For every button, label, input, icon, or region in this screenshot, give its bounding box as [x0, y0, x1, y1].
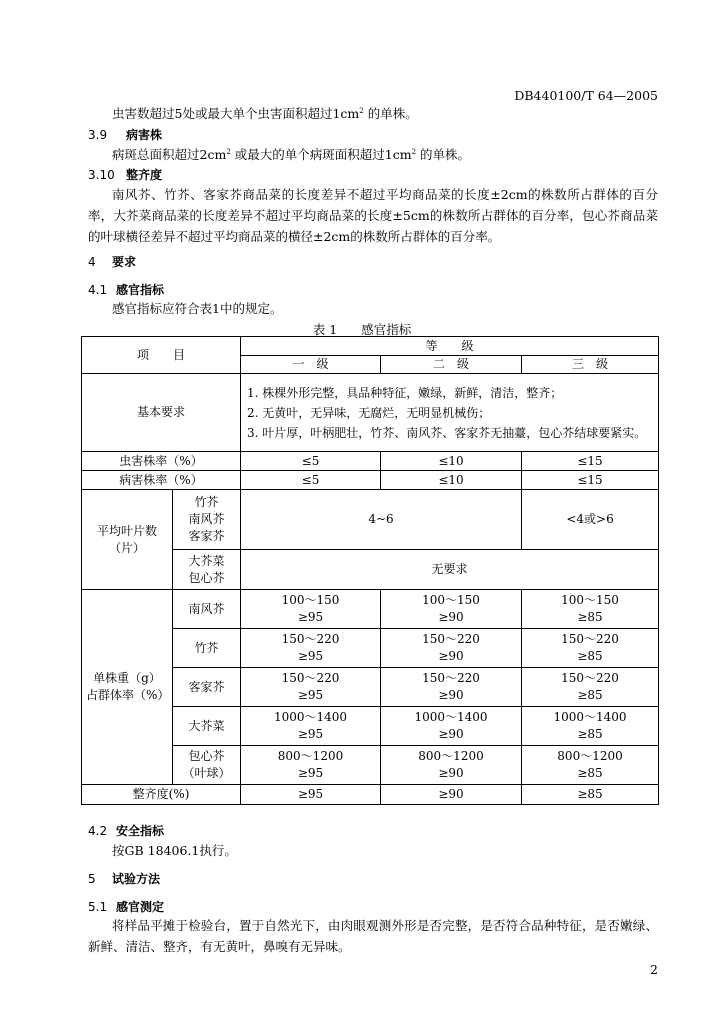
definition-3-10: 南风芥、竹芥、客家芥商品菜的长度差异不超过平均商品菜的长度±2cm的株数所占群体的百分率，大芥菜商品菜的长度差异不超过平均商品菜的长度±5cm的株数所占群体的百分率，包心芥商品菜的叶球横径差异不超过平均商品菜的横径±2cm的株数所占群体的百分率。	[88, 187, 658, 244]
leaf-count-variety: 竹芥 南风芥 客家芥	[173, 490, 241, 550]
plant-weight-value: 150～220 ≥95	[241, 668, 381, 707]
table-body	[82, 337, 659, 805]
plant-weight-label: 单株重（g） 占群体率（%）	[82, 590, 173, 785]
plant-weight-value: 800～1200 ≥85	[522, 746, 659, 785]
plant-weight-value: 1000～1400 ≥85	[522, 707, 659, 746]
plant-weight-variety: 南风芥	[173, 590, 241, 629]
disease-rate-value: ≤10	[381, 471, 522, 490]
uniformity-label: 整齐度(%)	[82, 785, 241, 805]
heading-number: 3.9	[88, 128, 108, 142]
definition-3-9-text: 病斑总面积超过$2cm^2$ 或最大的单个病斑面积超过$1cm^2$ 的单株。	[112, 147, 471, 162]
uniformity-value: ≥95	[241, 785, 381, 805]
heading-title: 感官测定	[116, 900, 165, 914]
leaf-count-variety: 大芥菜 包心芥	[173, 550, 241, 590]
plant-weight-value: 100～150 ≥85	[522, 590, 659, 629]
table-row	[82, 471, 659, 490]
header-grade-level: 三 级	[522, 356, 659, 374]
table-row	[82, 590, 659, 629]
heading-number: 4	[88, 255, 96, 269]
paragraph-4-1: 感官指标应符合表1中的规定。	[112, 301, 283, 316]
pest-rate-value: ≤10	[381, 452, 522, 471]
header-grade-level: 一 级	[241, 356, 381, 374]
table-row	[82, 452, 659, 471]
paragraph-5-1: 将样品平摊于检验台，置于自然光下，由肉眼观测外形是否完整，是否符合品种特征，是否嫩绿、新鲜、清洁、整齐，有无黄叶，鼻嗅有无异味。	[88, 918, 658, 954]
uniformity-value: ≥90	[381, 785, 522, 805]
header-grade-level: 二 级	[381, 356, 522, 374]
plant-weight-value: 100～150 ≥90	[381, 590, 522, 629]
plant-weight-value: 100～150 ≥95	[241, 590, 381, 629]
pest-rate-value: ≤15	[522, 452, 659, 471]
heading-5	[88, 869, 160, 889]
leaf-count-value: <4或>6	[522, 490, 659, 550]
continued-definition-text: 虫害数超过5处或最大单个虫害面积超过$1cm^2$ 的单株。	[112, 106, 418, 121]
heading-title: 安全指标	[116, 824, 165, 838]
plant-weight-value: 150～220 ≥90	[381, 668, 522, 707]
heading-4	[88, 252, 136, 272]
leaf-count-value: 无要求	[241, 550, 659, 590]
disease-rate-value: ≤15	[522, 471, 659, 490]
heading-4-1	[88, 280, 164, 300]
header-item-cell: 项 目	[82, 337, 241, 374]
heading-3-10	[88, 165, 162, 185]
plant-weight-value: 150～220 ≥90	[381, 629, 522, 668]
heading-4-2	[88, 821, 164, 841]
plant-weight-value: 800～1200 ≥95	[241, 746, 381, 785]
plant-weight-variety: 包心芥 （叶球）	[173, 746, 241, 785]
table-row	[82, 785, 659, 805]
table-caption-number: 表 1	[312, 322, 338, 337]
heading-number: 4.2	[88, 824, 108, 838]
heading-title: 整齐度	[126, 168, 163, 182]
basic-requirement-label: 基本要求	[82, 374, 241, 452]
table-row	[82, 490, 659, 550]
disease-rate-value: ≤5	[241, 471, 381, 490]
plant-weight-variety: 竹芥	[173, 629, 241, 668]
heading-number: 5.1	[88, 900, 108, 914]
plant-weight-variety: 大芥菜	[173, 707, 241, 746]
continued-definition	[112, 104, 418, 124]
heading-title: 病害株	[126, 128, 163, 142]
heading-title: 要求	[112, 255, 137, 269]
basic-requirement-text: 1. 株棵外形完整，具品种特征，嫩绿，新鲜，清洁，整齐； 2. 无黄叶，无异味，无腐烂，无明显机械伤； 3. 叶片厚，叶柄肥壮，竹芥、南风芥、客家芥无抽薹，包心芥结球要紧实。	[241, 374, 659, 452]
heading-number: 3.10	[88, 168, 115, 182]
table-row	[82, 337, 659, 356]
heading-number: 4.1	[88, 283, 108, 297]
heading-3-9	[88, 125, 162, 145]
uniformity-value: ≥85	[522, 785, 659, 805]
page-number: 2	[650, 962, 658, 977]
sensory-index-table	[81, 336, 659, 805]
leaf-count-value: 4~6	[241, 490, 522, 550]
plant-weight-value: 150～220 ≥85	[522, 629, 659, 668]
plant-weight-value: 1000～1400 ≥90	[381, 707, 522, 746]
plant-weight-value: 1000～1400 ≥95	[241, 707, 381, 746]
table-row	[82, 374, 659, 452]
plant-weight-value: 150～220 ≥85	[522, 668, 659, 707]
heading-5-1	[88, 897, 164, 917]
pest-rate-value: ≤5	[241, 452, 381, 471]
pest-rate-label: 虫害株率（%）	[82, 452, 241, 471]
header-grade-cell: 等 级	[241, 337, 659, 356]
plant-weight-value: 800～1200 ≥90	[381, 746, 522, 785]
definition-3-9	[112, 145, 470, 165]
heading-title: 试验方法	[112, 872, 161, 886]
paragraph-4-2: 按GB 18406.1执行。	[112, 843, 237, 858]
table-caption-title: 感官指标	[361, 322, 412, 337]
heading-number: 5	[88, 872, 96, 886]
disease-rate-label: 病害株率（%）	[82, 471, 241, 490]
standard-code: DB440100/T 64—2005	[514, 88, 658, 103]
heading-title: 感官指标	[116, 283, 165, 297]
plant-weight-value: 150～220 ≥95	[241, 629, 381, 668]
leaf-count-label: 平均叶片数 （片）	[82, 490, 173, 590]
plant-weight-variety: 客家芥	[173, 668, 241, 707]
